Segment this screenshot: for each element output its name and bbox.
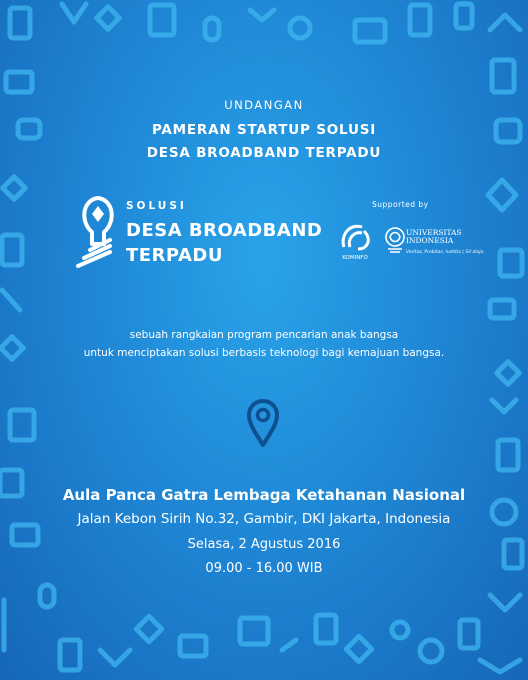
venue-address: Jalan Kebon Sirih No.32, Gambir, DKI Jakarta, Indonesia — [77, 511, 451, 527]
event-date: Selasa, 2 Agustus 2016 — [187, 537, 341, 552]
ui-name-line1: UNIVERSITAS — [406, 228, 462, 237]
logo-line2: TERPADU — [126, 245, 223, 266]
event-time: 09.00 - 16.00 WIB — [205, 561, 323, 576]
logo-line1: DESA BROADBAND — [126, 220, 323, 241]
supported-by-label: Supported by — [372, 200, 429, 209]
event-title-line1: PAMERAN STARTUP SOLUSI — [151, 122, 377, 138]
makara-logo — [384, 225, 406, 253]
logo-word-solusi: SOLUSI — [126, 200, 187, 212]
description-line2: untuk menciptakan solusi berbasis teknologi bagi kemajuan bangsa. — [83, 347, 445, 359]
kominfo-label: KOMINFO — [342, 255, 368, 261]
event-title-line2: DESA BROADBAND TERPADU — [146, 145, 382, 161]
ui-name — [406, 229, 462, 245]
venue-name: Aula Panca Gatra Lembaga Ketahanan Nasional — [62, 486, 466, 504]
invitation-label: UNDANGAN — [224, 98, 304, 112]
ui-motto: Veritas, Probitas, Iustitia | Sit diaja — [406, 250, 484, 255]
location-pin-icon — [246, 398, 280, 448]
description-line1: sebuah rangkaian program pencarian anak bangsa — [129, 329, 399, 341]
ui-name-line2: INDONESIA — [406, 236, 454, 245]
